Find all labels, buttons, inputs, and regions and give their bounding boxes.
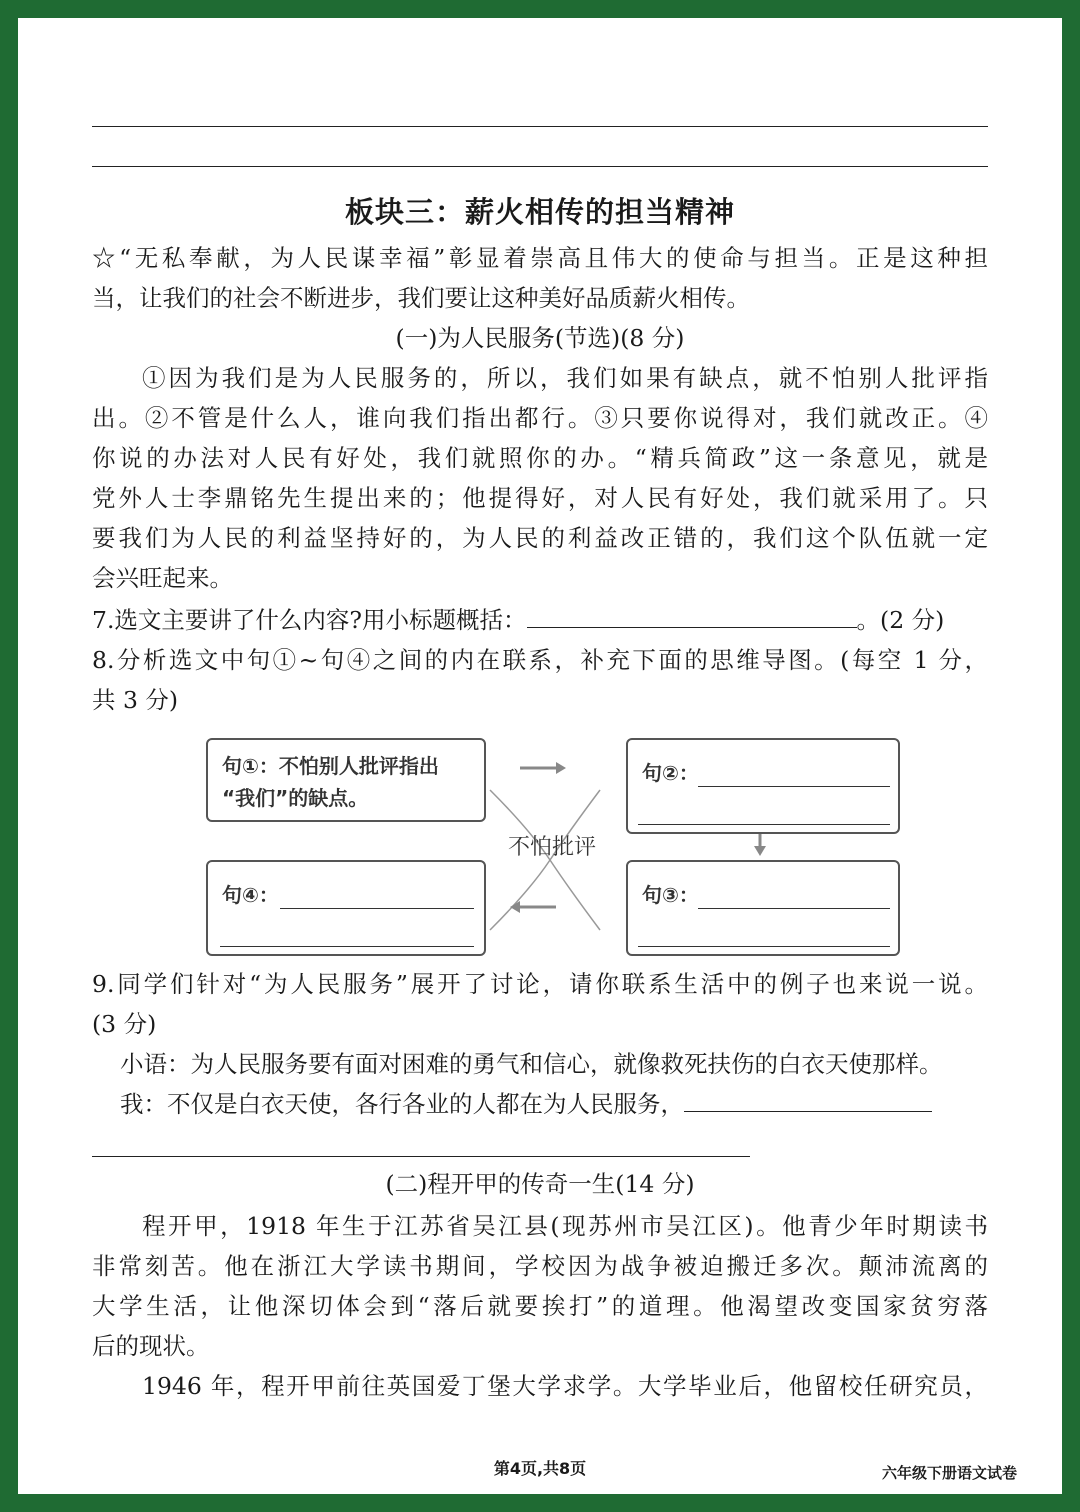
mind-map-box-4 (206, 860, 486, 956)
passage-line: 1946 年，程开甲前往英国爱丁堡大学求学。大学毕业后，他留校任研究员， (142, 1372, 988, 1400)
mind-map (190, 720, 890, 960)
answer-line (92, 166, 988, 167)
answer-blank[interactable] (220, 946, 474, 947)
answer-blank[interactable] (684, 1086, 932, 1112)
my-statement (92, 1084, 988, 1124)
mind-map-box-1 (206, 738, 486, 822)
arrow-right-icon (520, 762, 566, 774)
answer-blank[interactable] (698, 908, 890, 909)
page-number: 第4页,共8页 (493, 1459, 587, 1478)
passage-line: 大学生活，让他深切体会到“落后就要挨打”的道理。他渴望改变国家贫穷落 (92, 1292, 988, 1320)
passage-line: 后的现状。 (92, 1332, 210, 1360)
box-1-line: 句①：不怕别人批评指出 (222, 754, 439, 778)
answer-blank[interactable] (527, 602, 857, 628)
xiaoyu-statement: 小语：为人民服务要有面对困难的勇气和信心，就像救死扶伤的白衣天使那样。 (120, 1050, 943, 1078)
passage-heading: (一)为人民服务(节选)(8 分) (395, 324, 685, 352)
passage-line: 你说的办法对人民有好处，我们就照你的办。“精兵简政”这一条意见，就是 (92, 444, 988, 472)
exam-name: 六年级下册语文试卷 (882, 1464, 1018, 1482)
answer-blank[interactable] (638, 946, 890, 947)
mind-map-box-3 (626, 860, 900, 956)
box-4-label: 句④： (222, 883, 279, 907)
exam-page (18, 18, 1062, 1494)
passage-heading: (二)程开甲的传奇一生(14 分) (385, 1170, 695, 1198)
question-7 (92, 600, 988, 640)
answer-blank[interactable] (638, 824, 890, 825)
my-statement-text: 我：不仅是白衣天使，各行各业的人都在为人民服务， (120, 1090, 684, 1118)
passage-line: 出。②不管是什么人，谁向我们指出都行。③只要你说得对，我们就改正。④ (92, 404, 988, 432)
question-7-text: 7.选文主要讲了什么内容?用小标题概括： (92, 606, 527, 634)
passage-line: 程开甲，1918 年生于江苏省吴江县(现苏州市吴江区)。他青少年时期读书 (142, 1212, 988, 1240)
mind-map-center: 不怕批评 (508, 835, 597, 860)
passage-line: 会兴旺起来。 (92, 564, 233, 592)
passage-line: ①因为我们是为人民服务的，所以，我们如果有缺点，就不怕别人批评指 (142, 364, 988, 392)
answer-line[interactable] (92, 1156, 750, 1157)
question-9-score: (3 分) (92, 1010, 157, 1038)
question-8-cont: 共 3 分) (92, 686, 179, 714)
passage-line: 党外人士李鼎铭先生提出来的；他提得好，对人民有好处，我们就采用了。只 (92, 484, 988, 512)
box-3-label: 句③： (642, 883, 699, 907)
mind-map-box-2 (626, 738, 900, 834)
question-7-score: 。(2 分) (856, 606, 945, 634)
answer-blank[interactable] (280, 908, 474, 909)
answer-blank[interactable] (698, 786, 890, 787)
box-1-line: “我们”的缺点。 (222, 786, 369, 810)
question-9: 9.同学们针对“为人民服务”展开了讨论，请你联系生活中的例子也来说一说。 (92, 970, 988, 998)
question-8: 8.分析选文中句①~句④之间的内在联系，补充下面的思维导图。(每空 1 分， (92, 646, 988, 674)
passage-line: 要我们为人民的利益坚持好的，为人民的利益改正错的，我们这个队伍就一定 (92, 524, 988, 552)
intro-line: ☆“无私奉献，为人民谋幸福”彰显着崇高且伟大的使命与担当。正是这种担 (92, 244, 988, 272)
passage-line: 非常刻苦。他在浙江大学读书期间，学校因为战争被迫搬迁多次。颠沛流离的 (92, 1252, 988, 1280)
intro-line: 当，让我们的社会不断进步，我们要让这种美好品质薪火相传。 (92, 284, 750, 312)
section-title: 板块三：薪火相传的担当精神 (344, 195, 735, 229)
answer-line (92, 126, 988, 127)
box-2-label: 句②： (642, 761, 699, 785)
